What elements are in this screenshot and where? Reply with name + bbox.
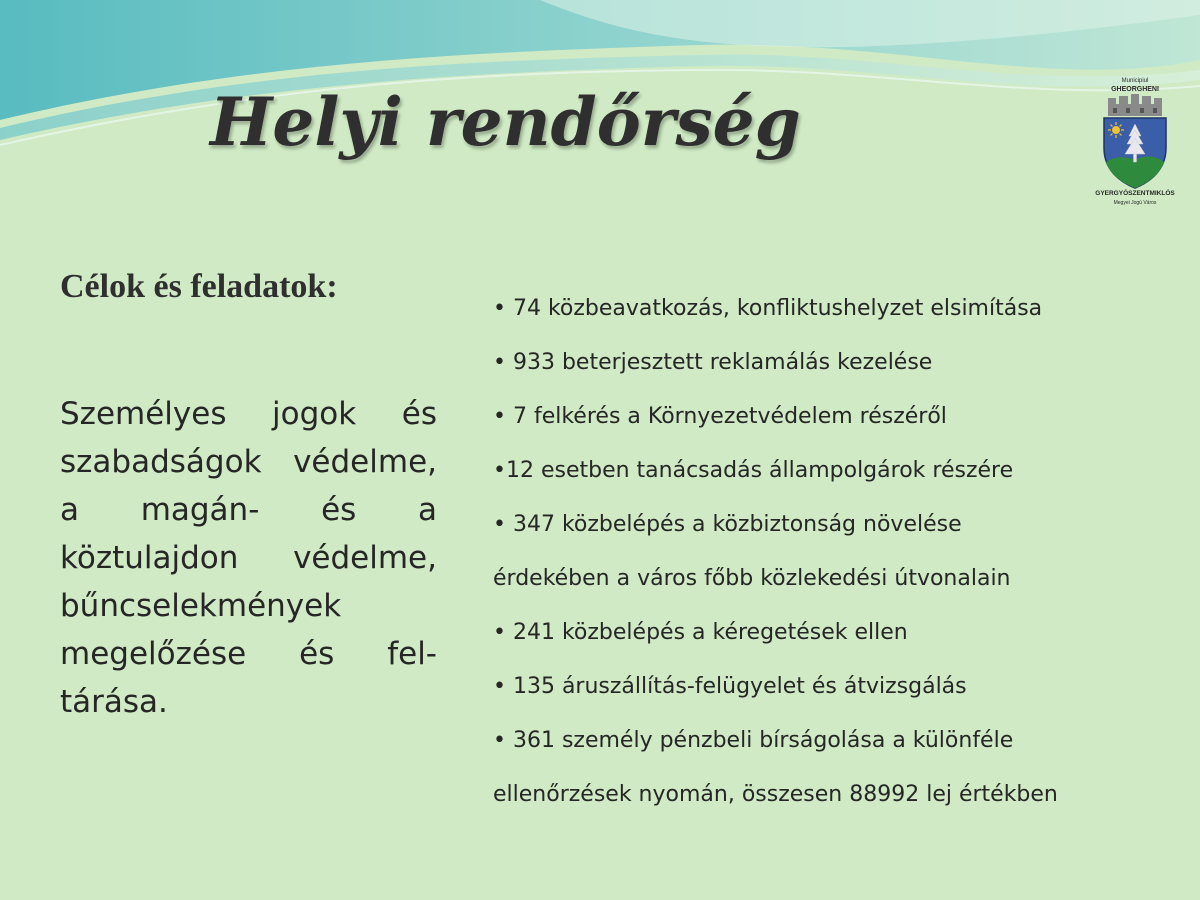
list-item: ellenőrzések nyomán, összesen 88992 lej értékben (493, 782, 1058, 807)
list-item: • 933 beterjesztett reklamálás kezelése (493, 350, 933, 375)
crest-top-text: Municipiul (1121, 78, 1149, 84)
list-item: •12 esetben tanácsadás állampolgárok részére (493, 458, 1014, 483)
list-item: • 135 áruszállítás-felügyelet és átvizsgálás (493, 674, 967, 699)
list-item: • 361 személy pénzbeli bírságolása a különféle (493, 728, 1014, 753)
list-item: • 241 közbelépés a kéregetések ellen (493, 620, 908, 645)
city-coat-of-arms (1094, 78, 1176, 226)
list-item: • 7 felkérés a Környezetvédelem részéről (493, 404, 947, 429)
crest-bottom-text: GYERGYÓSZENTMIKLÓS (1095, 190, 1175, 197)
list-item: • 74 közbeavatkozás, konfliktushelyzet elsimítása (493, 296, 1043, 321)
crest-city-name: GHEORGHENI (1111, 86, 1159, 93)
city-coat-of-arms-icon (1094, 78, 1176, 190)
crest-sub-text: Megyei Jogú Város (1113, 200, 1157, 206)
list-item: érdekében a város főbb közlekedési útvonalain (493, 566, 1011, 591)
activity-list (493, 282, 1153, 822)
slide-title: Helyi rendőrség (210, 83, 801, 161)
list-item: • 347 közbelépés a közbiztonság növelése (493, 512, 962, 537)
goals-description: Személyes jogok és szabadságok védelme, a magán- és a köztulajdon védelme, bűncselekmények megelőzése és fel-tárása. (60, 396, 437, 720)
goals-heading: Célok és feladatok: (60, 268, 338, 305)
